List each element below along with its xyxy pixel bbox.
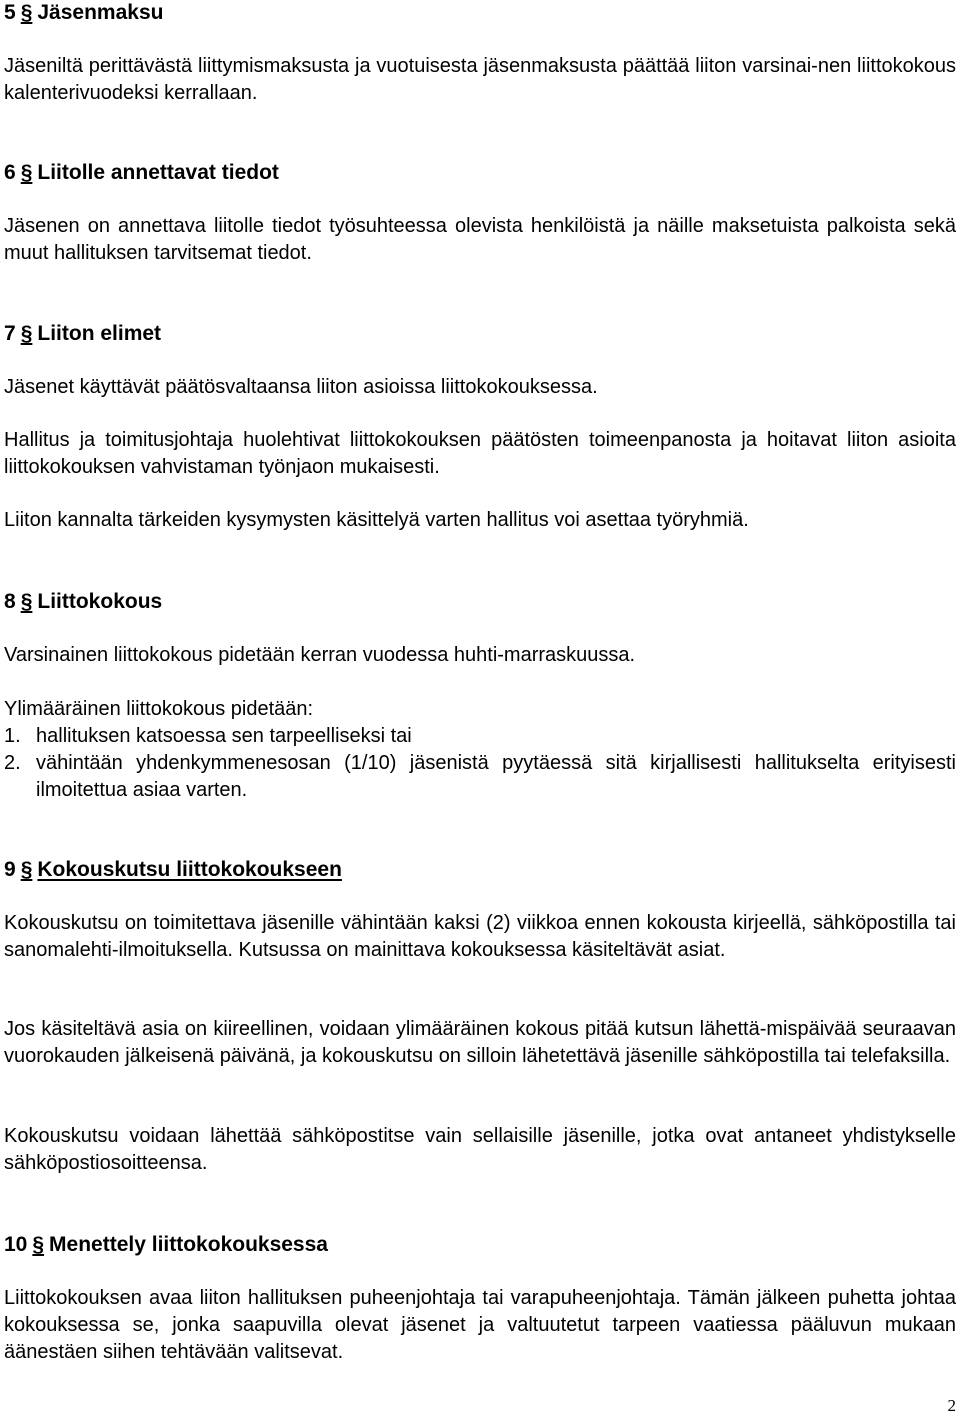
list-item-number: 1. — [4, 725, 21, 747]
section-8-paragraph-1: Varsinainen liittokokous pidetään kerran vuodessa huhti-marraskuussa. — [4, 644, 636, 666]
section-9-heading — [4, 857, 342, 883]
section-6-paragraph-1: Jäsenen on annettava liitolle tiedot työsuhteessa olevista henkilöistä ja näille maksetuista palkoista sekä muut hallituksen tarvitsemat tiedot. — [4, 215, 956, 264]
list-item — [4, 750, 956, 804]
section-number: 7 — [4, 322, 16, 345]
section-6-heading — [4, 160, 279, 186]
section-title: Menettely liittokokouksessa — [49, 1233, 328, 1256]
section-symbol: § — [20, 322, 33, 345]
section-title: Jäsenmaksu — [37, 1, 164, 24]
section-number: 10 — [4, 1233, 28, 1256]
section-number: 9 — [4, 858, 16, 881]
section-symbol: § — [20, 1, 33, 24]
section-7-paragraph-2: Hallitus ja toimitusjohtaja huolehtivat liittokokouksen päätösten toimeenpanosta ja hoitavat liiton asioita liittokokouksen vahvistaman työnjaon mukaisesti. — [4, 429, 956, 478]
section-symbol: § — [20, 590, 33, 613]
section-symbol: § — [20, 858, 33, 881]
section-title: Liitolle annettavat tiedot — [37, 161, 279, 184]
section-number: 8 — [4, 590, 16, 613]
section-number: 6 — [4, 161, 16, 184]
section-title: Liittokokous — [37, 590, 163, 613]
section-8-paragraph-2: Ylimääräinen liittokokous pidetään: — [4, 698, 314, 720]
section-10-heading — [4, 1232, 328, 1258]
section-9-paragraph-3: Kokouskutsu voidaan lähettää sähköpostitse vain sellaisille jäsenille, jotka ovat antaneet yhdistykselle sähköpostiosoitteensa. — [4, 1125, 956, 1174]
section-7-paragraph-1: Jäsenet käyttävät päätösvaltaansa liiton asioissa liittokokouksessa. — [4, 376, 598, 398]
list-item-text: vähintään yhdenkymmenesosan (1/10) jäsenistä pyytäessä sitä kirjallisesti hallitukselta erityisesti ilmoitettua asiaa varten. — [36, 752, 956, 801]
section-5-heading — [4, 0, 163, 26]
section-7-heading — [4, 321, 161, 347]
section-7-paragraph-3: Liiton kannalta tärkeiden kysymysten käsittelyä varten hallitus voi asettaa työryhmiä. — [4, 509, 749, 531]
section-8-heading — [4, 589, 162, 615]
list-item-number: 2. — [4, 752, 21, 774]
section-5-paragraph-1: Jäseniltä perittävästä liittymismaksusta ja vuotuisesta jäsenmaksusta päättää liiton varsinai-nen liittokokous kalenterivuodeksi kerrallaan. — [4, 55, 956, 104]
section-title: Kokouskutsu liittokokoukseen — [37, 858, 342, 881]
section-10-paragraph-1: Liittokokouksen avaa liiton hallituksen puheenjohtaja tai varapuheenjohtaja. Tämän jälkeen puhetta johtaa kokouksessa se, jonka saapuvilla olevat jäsenet ja valtuutetut tarpeen vaatiessa pääluvun mukaan äänestäen siihen tehtävään valitsevat. — [4, 1287, 956, 1363]
section-9-paragraph-1: Kokouskutsu on toimitettava jäsenille vähintään kaksi (2) viikkoa ennen kokousta kirjeellä, sähköpostilla tai sanomalehti-ilmoituksella. Kutsussa on mainittava kokouksessa käsiteltävät asiat. — [4, 912, 956, 961]
section-number: 5 — [4, 1, 16, 24]
section-symbol: § — [32, 1233, 45, 1256]
section-title: Liiton elimet — [37, 322, 162, 345]
section-9-paragraph-2: Jos käsiteltävä asia on kiireellinen, voidaan ylimääräinen kokous pitää kutsun lähettä-mispäivää seuraavan vuorokauden jälkeisenä päivänä, ja kokouskutsu on silloin lähetettävä jäsenille sähköpostilla tai telefaksilla. — [4, 1018, 956, 1067]
list-item-text: hallituksen katsoessa sen tarpeelliseksi tai — [36, 725, 412, 747]
list-item — [4, 723, 956, 750]
page-number: 2 — [947, 1396, 956, 1415]
section-symbol: § — [20, 161, 33, 184]
